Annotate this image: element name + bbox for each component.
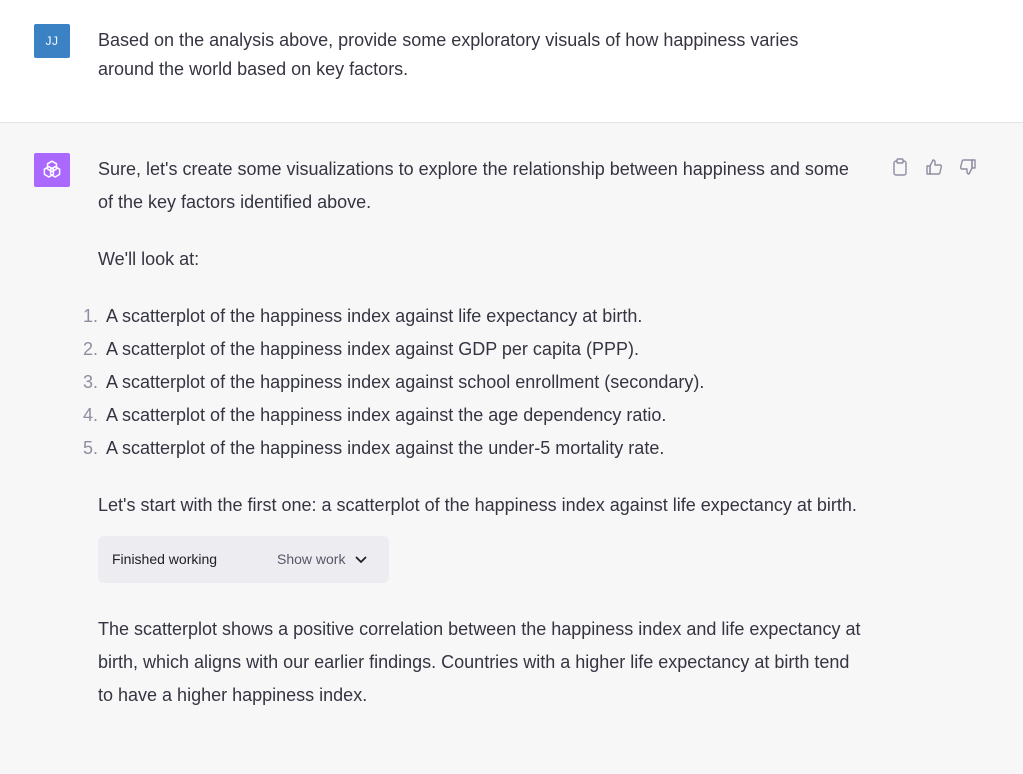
chevron-down-icon: [355, 556, 367, 564]
assistant-message-content: [82, 153, 868, 712]
user-message-text: Based on the analysis above, provide some exploratory visuals of how happiness varies around the world based on key factors.: [98, 30, 799, 79]
thumbs-down-icon[interactable]: [956, 155, 980, 179]
user-avatar: JJ: [34, 24, 70, 58]
show-work-label: Show work: [277, 551, 346, 567]
user-message-row: [0, 0, 1023, 123]
work-status-label: Finished working: [112, 551, 218, 567]
code-interpreter-status: [98, 536, 389, 583]
list-item: 3. A scatterplot of the happiness index against school enrollment (secondary).: [82, 372, 705, 392]
assistant-intro-text: Sure, let's create some visualizations to explore the relationship between happiness and some of the key factors identified above.: [98, 159, 849, 212]
list-item: 4. A scatterplot of the happiness index against the age dependency ratio.: [82, 405, 667, 425]
list-item: 1. A scatterplot of the happiness index against life expectancy at birth.: [82, 306, 643, 326]
message-actions: [888, 155, 980, 179]
openai-logo-icon: [34, 153, 70, 187]
assistant-conclusion-text: The scatterplot shows a positive correlation between the happiness index and life expectancy at birth, which aligns with our earlier findings. Countries with a higher life expectancy at birth tend to have a higher happiness index.: [98, 619, 861, 705]
thumbs-up-icon[interactable]: [922, 155, 946, 179]
assistant-message-row: [0, 123, 1023, 774]
assistant-look-at-text: We'll look at:: [98, 249, 200, 269]
assistant-start-text: Let's start with the first one: a scatterplot of the happiness index against life expectancy at birth.: [98, 495, 857, 515]
show-work-button[interactable]: [277, 543, 367, 576]
list-item: 2. A scatterplot of the happiness index against GDP per capita (PPP).: [82, 339, 639, 359]
clipboard-icon[interactable]: [888, 155, 912, 179]
visualization-list: [82, 300, 868, 465]
list-item: 5. A scatterplot of the happiness index against the under-5 mortality rate.: [82, 438, 665, 458]
